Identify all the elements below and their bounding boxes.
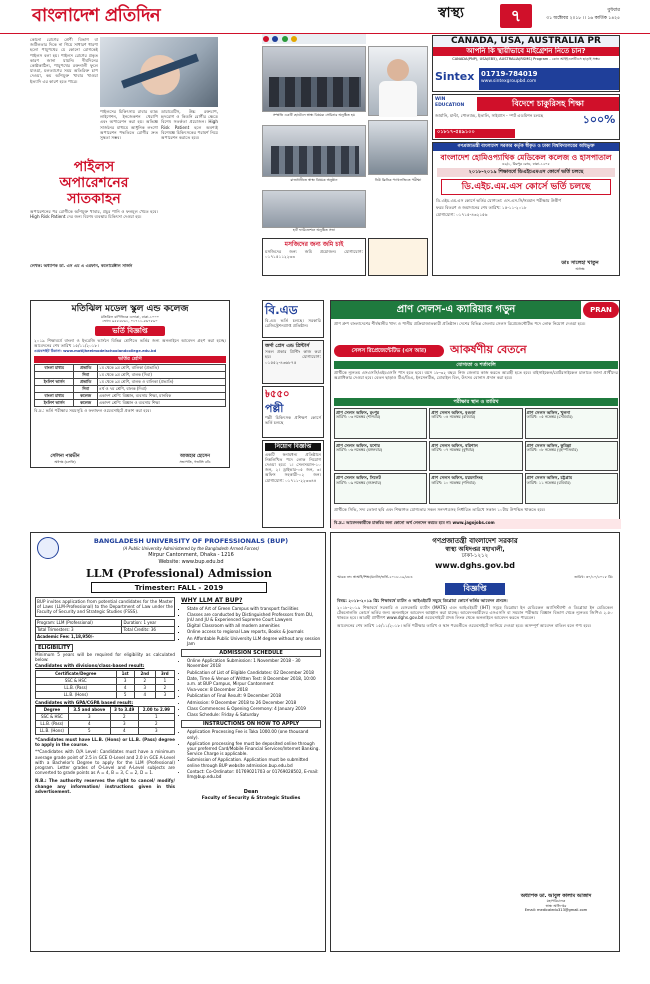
venue-card [525, 408, 618, 439]
motijheel-sign-left-title: অধ্যক্ষ (চলতি) [54, 459, 76, 464]
homeo-addr: ৪৬/১, মিরপুর রোড, ঢাকা-১২০৫ [502, 162, 550, 166]
homeo-sign-title: অধ্যক্ষ [575, 266, 585, 271]
bup-tri-row: Total Trimesters: 3 [36, 626, 122, 633]
table-cell: একাদশ শ্রেণি: বিজ্ঞান ও ব্যবসায় শিক্ষা [97, 399, 225, 406]
table-row [36, 677, 175, 684]
list-item: • Online Application Submission: 1 November 2018 - 30 November 2018 [187, 658, 321, 668]
dghs-subject: বিষয়: ২০১৮-২০১৯ খ্রি: শিক্ষাবর্ষে ম্যাটস ও আইএইচটি সমূহে ডিপ্লোমা কোর্সে ভর্তির আবেদন প্রসঙ্গে। [337, 597, 508, 603]
bup-note2: **Candidates with O/A Level: Candidates must have a minimum average grade point of 2.5 in GCE O-Level and 2.0 in GCE A-Level with a Bachelor's Degree to apply for the LLM (Professional) program. Letter grades of O-Level and A-Level subjects are converted to grade points as A = 4, B = 3, C = 2, D = 1. [35, 749, 175, 776]
news-photo-2 [262, 125, 366, 177]
venue-name: প্রাণ সেলস অফিস, রংপুর [336, 410, 380, 415]
table-cell: 3 [138, 727, 174, 734]
homeo-header: গণপ্রজাতন্ত্রী বাংলাদেশ সরকার কর্তৃক স্বীকৃত ও ঢাকা বিশ্ববিদ্যালয়ের অধিভুক্ত [433, 143, 619, 151]
table-cell: কলেজ [74, 399, 98, 406]
niyog-ad [262, 440, 324, 528]
bup-gpa-table [35, 706, 175, 735]
bed-ad-text: বি.এড ভর্তি চলছে। সরকারি রেজিস্ট্রেশনপ্রাপ্ত প্রতিষ্ঠান। [265, 318, 321, 329]
venue-card [429, 408, 522, 439]
pran-qual: প্রার্থীকে ন্যূনতম এসএসসি/এইচএসসি পাস হতে হবে। বয়স ১৮-৩২ বছর। নিজ জেলায় কাজ করতে আগ্রহী হতে হবে। বাইসাইকেল/মোটরসাইকেল চালাতে জানা প্রার্থীদের অগ্রাধিকার দেওয়া হবে। বেতন ছাড়াও টিএ/ডিএ, ইনসেনটিভ, মোবাইল বিল, উৎসব বোনাস প্রদান করা হবে। [334, 370, 618, 381]
table-cell: ১ম থেকে ৯ম শ্রেণি, বালক (দিবা) [97, 371, 225, 378]
venue-card [334, 408, 427, 439]
venue-date: তারিখ: ০৩ নভেম্বর (শনিবার) [336, 414, 381, 420]
list-item: • Admission: 9 December 2018 to 26 December 2018 [187, 700, 321, 705]
venue-card [429, 441, 522, 472]
homeo-session: ২০১৮-২০১৯ শিক্ষাবর্ষে ডিএইচএমএস কোর্সে ভর্তি চলছে [437, 168, 615, 176]
table-cell: ইংলিশ ভার্সন [35, 399, 74, 406]
venue-name: প্রাণ সেলস অফিস, যশোর [336, 442, 380, 448]
dghs-sign: অধ্যাপক ডা. আবুল কালাম আজাদ [520, 893, 592, 899]
list-item: • Submission of Application. Application must be submitted online through BUP website admission.bup.edu.bd [187, 757, 321, 767]
bup-how-head: INSTRUCTIONS ON HOW TO APPLY [181, 720, 321, 728]
palli-ad-title: পল্লী [265, 401, 284, 415]
table-cell: ১ম থেকে ৯ম শ্রেণি, বালক ও বালিকা (প্রভাতি) [97, 378, 225, 385]
table-cell: 3 [68, 713, 110, 720]
table-row [36, 684, 175, 691]
bup-how-list [181, 729, 321, 779]
piles-photo [100, 37, 218, 107]
venue-card [334, 441, 427, 472]
homeo-ad [432, 142, 620, 276]
motijheel-addr: মতিঝিল বাণিজ্যিক এলাকা, ঢাকা-১০০০ [100, 315, 160, 319]
bup-sched-head: ADMISSION SCHEDULE [181, 649, 321, 657]
venue-name: প্রাণ সেলস অফিস, সিলেট [336, 475, 381, 481]
table-cell: LL.B. (Pass) [36, 684, 117, 691]
venue-date: তারিখ: ০৫ নভেম্বর (সোমবার) [526, 414, 573, 420]
table-cell: বাংলা মাধ্যম [35, 392, 74, 399]
bup-sched-list [181, 658, 321, 717]
table-cell: 5 [116, 691, 134, 698]
bed-ad [262, 300, 324, 338]
sintex-top: CANADA, USA, AUSTRALIA PR [433, 36, 619, 47]
pran-venue-grid [334, 408, 618, 504]
table-cell: 1 [155, 677, 174, 684]
dghs-gov: গণপ্রজাতন্ত্রী বাংলাদেশ সরকার [432, 537, 518, 545]
bup-elig-head: ELIGIBILITY [35, 644, 73, 652]
motijheel-table-head: ভর্তির শ্রেণি [34, 356, 226, 363]
table-row [35, 385, 226, 392]
bup-div-table [35, 670, 175, 699]
bup-sign-title: Faculty of Security & Strategic Studies [201, 795, 301, 801]
venue-card [429, 473, 522, 504]
section-title: স্বাস্থ্য [438, 5, 464, 21]
table-header-cell: 2nd [134, 670, 155, 677]
table-cell: বাংলা মাধ্যম [35, 364, 74, 371]
piles-title2: অপারেশনের [59, 175, 129, 191]
bup-prog-row: Program: LLM (Professional) [36, 619, 122, 626]
pran-ad [330, 300, 620, 528]
news-caption-3: হার্ট ফাউন্ডেশনে অনুষ্ঠিত সভা [292, 228, 336, 232]
motijheel-phone: ফোন: ৯৫৫২৮৬১, ০১৭১১-৫৬৭৮৯০ [102, 319, 158, 324]
small-ad-2 [368, 238, 428, 276]
motijheel-notice: ভর্তি বিজ্ঞপ্তি [95, 326, 165, 336]
masthead [0, 0, 650, 34]
press-ad [262, 340, 324, 384]
page-number: ৭ [510, 6, 522, 25]
table-cell: LL.B. (Hons) [36, 691, 117, 698]
bup-addr: Mirpur Cantonment, Dhaka - 1216 [148, 552, 234, 558]
table-header-cell: 2.00 to 2.99 [138, 706, 174, 713]
sintex-phone: 01719-784019 [481, 70, 538, 78]
table-row [35, 378, 226, 385]
bup-div-head: Candidates with divisions/class-based result: [35, 664, 145, 670]
pran-salary: আকর্ষণীয় বেতনে [450, 343, 527, 356]
list-item: • Contact: Co-Ordinator: 01769021703 or 01769028502, E-mail: llm@bup.edu.bd [187, 769, 321, 779]
table-header-cell: Certificate/Degree [36, 670, 117, 677]
table-row [35, 364, 226, 371]
table-header-cell: 1st [116, 670, 134, 677]
venue-date: তারিখ: ০৭ নভেম্বর (বুধবার) [431, 446, 475, 452]
venue-name: প্রাণ সেলস অফিস, ময়মনসিংহ [431, 475, 483, 481]
news-photo-4 [368, 46, 428, 116]
table-row [35, 399, 226, 406]
pran-footer2: বি.দ্র.: আবেদনকারীকে চাকরির জন্য কোনো অর্থ লেনদেন করতে হবে না। www.jagojobs.com [331, 519, 621, 529]
piles-col3: ডায়াবেটিস, উচ্চ রক্তচাপ, হৃদরোগ ও কিডনি রোগীর ক্ষেত্রে বিশেষ সতর্কতা প্রয়োজন। High Risk Patient হলে অবশ্যই বিশেষজ্ঞ চিকিৎসকের পরামর্শ নিয়ে অপারেশন করাতে হবে। [161, 109, 218, 141]
dghs-sign-title: মহাপরিচালক [546, 899, 566, 904]
bup-fee-row: Academic Fee: 1,18,950/- [36, 633, 175, 640]
venue-date: তারিখ: ০৪ নভেম্বর (রবিবার) [431, 414, 476, 420]
piles-col4: অপারেশনের পর রোগীকে আঁশযুক্ত খাবার, প্রচুর পানি ও ফলমূল খেতে হবে। High Risk Patient দের জন্য বিশেষ ব্যবস্থায় চিকিৎসা দেওয়া হয়। [30, 209, 158, 220]
pran-logo: PRAN [583, 302, 619, 318]
masthead-logo: বাংলাদেশ প্রতিদিন [32, 5, 161, 26]
table-cell: 2 [138, 720, 174, 727]
table-cell: 2 [110, 713, 138, 720]
table-cell: একাদশ শ্রেণি: বিজ্ঞান, ব্যবসায় শিক্ষা, মানবিক [97, 392, 225, 399]
venue-card [525, 441, 618, 472]
piles-headline [30, 159, 158, 207]
list-item: ▪ State of Art of Green Campus with transport facilities [187, 606, 321, 611]
motijheel-web: ওয়েবসাইট ঠিকানা: www.motijheelmodelschoolandcollege.edu.bd [34, 349, 157, 354]
sintex-ad [432, 35, 620, 92]
palli-ad-price: ৳৫৫০ [265, 389, 290, 400]
bup-dur-row: Duration: 1 year [122, 619, 175, 626]
pran-qual-head: যোগ্যতা ও শর্তাবলি [334, 361, 618, 369]
homeo-b1: ডি.এইচ.এম.এস কোর্সে ভর্তির যোগ্যতা: এস.এস.সি/সমমান পরীক্ষায় উত্তীর্ণ [436, 197, 561, 203]
dghs-body2: আবেদনের শেষ তারিখ ১৫/১১/২০১৮। ভর্তি পরীক্ষার তারিখ ও স্থান পরবর্তীতে ওয়েবসাইটে জানিয়ে দেওয়া হবে। অসম্পূর্ণ আবেদন বাতিল বলে গণ্য হবে। [337, 623, 592, 629]
press-ad-title: জর্দা প্রেস এন্ড প্রিন্টার্স [265, 343, 310, 349]
motijheel-intro: ২০১৯ শিক্ষাবর্ষে বাংলা ও ইংরেজি ভার্সনে বিভিন্ন শ্রেণিতে ভর্তির জন্য অনলাইনে আবেদন গ্রহণ করা হচ্ছে। আবেদনের শেষ তারিখ ১৫/১১/২০১৮। [34, 337, 226, 349]
table-cell: 3 [116, 677, 134, 684]
pran-sales-pill: সেলস রিপ্রেজেন্টেটিভ (এস আর) [334, 345, 444, 357]
bup-info-table [35, 619, 175, 641]
bidesh-banner: বিদেশে চাকুরিসহ শিক্ষা [477, 97, 619, 111]
dghs-web: www.dghs.gov.bd [435, 561, 515, 571]
sintex-web: www.sintexgroupbd.com [481, 78, 537, 84]
table-cell: 2 [134, 677, 155, 684]
dghs-dept: স্বাস্থ্য অধিদপ্তর মহাখালী, [445, 545, 505, 553]
piles-title3: সাতকাহন [67, 191, 121, 207]
dghs-memo-date: তারিখ: ৩০/১০/২০১৮ খ্রি: [574, 575, 613, 580]
venue-name: প্রাণ সেলস অফিস, বগুড়া [431, 410, 476, 415]
press-ad-text: সকল প্রকার প্রিন্টিং কাজ করা হয়। যোগাযোগ: ০১৫৫২-৪৩৬৮৭৫ [265, 349, 321, 365]
pran-banner: প্রাণ সেলস-এ ক্যারিয়ার গড়ুন [331, 301, 581, 319]
motijheel-table [34, 364, 226, 407]
venue-card [525, 473, 618, 504]
dghs-body: ২০১৮-২০১৯ শিক্ষাবর্ষে সরকারি ও বেসরকারি ম্যাটস (MATS) এবং আইএইচটি (IHT) সমূহে ডিপ্লোমা ইন মেডিকেল অ্যাসিস্ট্যান্ট ও ডিপ্লোমা ইন মেডিকেল টেকনোলজি কোর্সে ভর্তির জন্য অনলাইনে আবেদন আহ্বান করা যাচ্ছে। আবেদনকারীদের এসএসসি বা সমমান পরীক্ষায় বিজ্ঞান বিভাগ থেকে ন্যূনতম জিপিএ ২.৫০ থাকতে হবে। আগ্রহী প্রার্থীগণ www.dghs.gov.bd ওয়েবসাইটে প্রদত্ত লিংক থেকে অনলাইনে আবেদন করতে পারবেন। [337, 604, 613, 621]
table-cell: কলেজ [74, 392, 98, 399]
list-item: • Application processing fee must be deposited online through your preferred Card/Mobile Financial Services/Internet Banking. Service Charge is applicable. [187, 741, 321, 757]
venue-name: প্রাণ সেলস অফিস, কুমিল্লা [526, 442, 572, 448]
dghs-memo: স্মারক নং: স্বাঅধি/শিক্ষা/ম্যাটস/ভর্তি-২০১৮-১৯/৫৮৪ [337, 575, 413, 580]
news-caption-4: নিউ ক্লিনিক প্যাথলজিতে পরীক্ষা [374, 178, 422, 182]
bup-program: LLM (Professional) Admission [86, 567, 272, 580]
table-cell: 5 [68, 727, 110, 734]
news-photo-1 [262, 46, 366, 112]
table-cell: ৪র্থ ও ৭ম শ্রেণি, বালক (দিবা) [97, 385, 225, 392]
bed-ad-title: বি.এড [265, 303, 298, 317]
sintex-brand: Sintex [435, 70, 475, 83]
table-cell: প্রভাতি [74, 378, 98, 385]
mosque-ad-text: মসজিদের জন্য জমি প্রয়োজন। যোগাযোগ: ০১৭১৫১১২২৩৩ [265, 248, 363, 259]
issue-day: বুধবার [607, 7, 620, 13]
table-row [36, 713, 175, 720]
bup-intro: BUP invites application from potential candidates for the Master of Laws (LLM-Professional) to the Department of Law under the Faculty of Security and Strategic Studies (FSSS). [35, 597, 175, 617]
venue-date: তারিখ: ০৮ নভেম্বর (বৃহস্পতিবার) [526, 446, 578, 452]
list-item: • Publication of Final Result: 9 December 2018 [187, 693, 321, 698]
sintex-sub: আপনি কি স্থায়ীভাবে মাইগ্রেশন নিতে চান? [433, 47, 619, 56]
motijheel-ad [30, 300, 230, 468]
news-photo-5 [368, 120, 428, 175]
list-item: • Date, Time & Venue of Written Test: 8 December 2018, 10:00 a.m. at BUP Campus, Mirpur Cantonment [187, 676, 321, 686]
news-caption-2: রাজধানীতে স্বাস্থ্য বিষয়ক অনুষ্ঠান [290, 178, 338, 182]
list-item: ▪ An Affordable Public University LLM degree without any session Jam [187, 636, 321, 646]
table-cell: 4 [68, 720, 110, 727]
sintex-line: CANADA(PNP), USA(EB5), AUSTRALIA(RSMS) Program - কোন আইইএলটিএস ছাড়াই সম্ভব [452, 57, 600, 61]
win-education-logo: WIN EDUCATION [435, 97, 465, 108]
table-cell: 3 [110, 720, 138, 727]
bup-ad [30, 532, 326, 952]
venue-date: তারিখ: ০৯ নভেম্বর (শুক্রবার) [336, 479, 382, 485]
table-cell: SSC & HSC [36, 713, 69, 720]
table-cell: 4 [110, 727, 138, 734]
piles-article [30, 37, 220, 275]
dghs-email: Email: medicaledu313@gmail.com [524, 908, 588, 913]
motijheel-note: বি.দ্র.: ভর্তি পরীক্ষার সময়সূচি ও ফলাফল ওয়েবসাইটে প্রকাশ করা হবে। [34, 407, 152, 413]
piles-col2: পাইলসের চিকিৎসায় রাবার ব্যান্ড লাইগেশন, ইনজেকশন থেরাপি এবং অপারেশন করা হয়। অভিজ্ঞ সার্জনের মাধ্যমে আধুনিক লংগো অপারেশন পদ্ধতিতে রোগীর দ্রুত সুস্থতা সম্ভব। [100, 109, 158, 141]
motijheel-title: মতিঝিল মডেল স্কুল এন্ড কলেজ [71, 304, 189, 314]
table-cell: 4 [116, 684, 134, 691]
piles-col1: কোনো রোগের শ্রেণী বিভাগ বা জটিলতার দিকে না গিয়ে সাধারণ ধারণা হলো পায়ুপথের যে কোনো রোগকেই পাইলস বলা হয়। পাইলস রোগের প্রকৃত কারণ জানা যায়নি। দীর্ঘদিনের কোষ্ঠকাঠিন্য, পায়ুপথের রক্তনালী ফুলে যাওয়া, মলত্যাগের সময় অতিরিক্ত চাপ দেওয়া, কম আঁশযুক্ত খাবার খাওয়া ইত্যাদি এর কারণ হতে পারে। [30, 37, 98, 84]
homeo-title: বাংলাদেশ হোমিওপ্যাথিক মেডিকেল কলেজ ও হাসপাতাল [440, 152, 612, 162]
table-cell [35, 385, 74, 392]
piles-title1: পাইলস [73, 159, 115, 175]
bup-trimester: Trimester: FALL - 2019 [91, 582, 267, 593]
table-header-cell: 3 to 3.49 [110, 706, 138, 713]
niyog-ad-title: নিয়োগ বিজ্ঞপ্তি [265, 443, 321, 451]
venue-name: প্রাণ সেলস অফিস, বরিশাল [431, 442, 478, 448]
table-row [36, 720, 175, 727]
bup-sign: Dean [243, 789, 259, 796]
table-cell: LL.B. (Pass) [36, 720, 69, 727]
piles-author: লেখক: অধ্যাপক ডা. এস এম এ এরফান, কলোরেক্টাল সার্জন [30, 263, 133, 268]
table-cell: 1 [138, 713, 174, 720]
table-header-cell: 3rd [155, 670, 174, 677]
venue-name: প্রাণ সেলস অফিস, খুলনা [526, 410, 571, 415]
news-photo-3 [262, 190, 366, 228]
motijheel-sign-left: সেলিনা পারভীন [50, 453, 80, 459]
table-row [36, 691, 175, 698]
table-cell [35, 371, 74, 378]
dghs-notice-title: বিজ্ঞপ্তি [445, 583, 505, 595]
homeo-course: ডি.এইচ.এম.এস কোর্সে ভর্তি চলছে [441, 179, 611, 195]
list-item: ▪ Digital Classroom with all modern amenities [187, 623, 321, 628]
issue-date: ৩১ অক্টোবর ২০১৮ ।। ১৬ কার্তিক ১৪২৫ [546, 16, 620, 21]
palli-ad-text: পল্লী চিকিৎসক প্রশিক্ষণ কোর্সে ভর্তি চলছে [265, 415, 321, 426]
palli-ad [262, 386, 324, 438]
table-cell: SSC & HSC [36, 677, 117, 684]
bup-gpa-head: Candidates with GPA/CGPA based result: [35, 700, 134, 706]
pran-pill-row [334, 343, 618, 359]
bup-logo [37, 537, 59, 559]
table-row [35, 371, 226, 378]
venue-date: তারিখ: ১০ নভেম্বর (শনিবার) [431, 479, 476, 485]
table-header-cell: 3.5 and above [68, 706, 110, 713]
news-photo-strip [262, 34, 366, 44]
table-header-cell: Degree [36, 706, 69, 713]
table-row [35, 392, 226, 399]
venue-date: তারিখ: ১১ নভেম্বর (রবিবার) [526, 479, 571, 485]
dghs-city: ঢাকা-১২১২ [461, 553, 489, 560]
news-caption-1: সম্প্রতি একটি হোটেলে স্বাস্থ্য বিষয়ক সেমিনার অনুষ্ঠিত হয় [273, 113, 355, 117]
bidesh-percent: ১০০% [582, 113, 616, 126]
list-item: • Class Commences & Opening Ceremony: 4 January 2019 [187, 706, 321, 711]
bup-nb: N.B.: The authority reserves the right to cancel/ modify/ change any information/ instructions given in this advertisement. [35, 778, 175, 794]
bup-tag: (A Public University Administered by the Bangladesh Armed Forces) [122, 546, 260, 551]
homeo-sign: ডাঃ সালেহা খাতুন [561, 260, 599, 267]
dghs-sign-dept: স্বাস্থ্য অধিদপ্তর [545, 903, 567, 908]
mosque-ad-title: মসজিদের জন্য জমি চাই [284, 241, 344, 248]
list-item: ▪ Classes are conducted by Distinguished Professors from DU, JnU and JU & Experienced Supreme Court Lawyers [187, 612, 321, 622]
pran-interview-head: পরীক্ষার স্থান ও তারিখ [334, 398, 618, 406]
table-cell: প্রভাতি [74, 364, 98, 371]
table-cell: দিবা [74, 385, 98, 392]
bup-web: Website: www.bup.edu.bd [158, 559, 224, 565]
mosque-land-ad [262, 238, 366, 276]
bup-left-col [35, 597, 175, 947]
bup-elig-text: Minimum 5 years will be required for eligibility as calculated below: [35, 651, 175, 663]
table-row [36, 727, 175, 734]
list-item: • Viva-voce: 8 December 2018 [187, 687, 321, 692]
bidesh-text: জার্মানি, মাল্টা, পোল্যান্ড, ইতালি, সাইপ্রাস - স্পট এডমিশন চলছে [435, 113, 544, 118]
table-cell: LL.B. (Hons) [36, 727, 69, 734]
motijheel-sign-right: আজহার হোসেন [180, 453, 210, 459]
bup-why-list [181, 606, 321, 646]
motijheel-sign-right-title: সভাপতি, গভর্নিং বডি [179, 459, 211, 464]
table-cell: 2 [155, 684, 174, 691]
homeo-b2: ফরম বিতরণ ও জমাদানের শেষ তারিখ: ১৫-১১-২০১৮ [436, 204, 527, 210]
bup-name: BANGLADESH UNIVERSITY OF PROFESSIONALS (BUP) [93, 537, 289, 545]
list-item: • Class Schedule: Friday & Saturday [187, 712, 321, 717]
bup-right-col [181, 597, 321, 947]
pran-intro: প্রাণ গ্রুপ বাংলাদেশের শীর্ষস্থানীয় খাদ্য ও পানীয় প্রক্রিয়াজাতকারী প্রতিষ্ঠান। দেশের বিভিন্ন জেলায় সেলস রিপ্রেজেন্টেটিভ পদে লোক নিয়োগ দেওয়া হবে। [334, 321, 586, 326]
niyog-ad-text: একটি স্বনামধন্য প্রতিষ্ঠানে নিম্নলিখিত পদে লোক নিয়োগ দেওয়া হবে: ১। সেলসম্যান-১০ জন, ২। ড্রাইভার-০৫ জন, ৩। অফিস সহকারী-০২ জন। যোগাযোগ: ০১৭১১-২২৩৩৪৪ [265, 451, 321, 483]
table-cell: দিবা [74, 371, 98, 378]
dghs-notice [330, 532, 620, 952]
list-item: • Publication of List of Eligible Candidates: 02 December 2018 [187, 670, 321, 675]
homeo-b3: যোগাযোগ: ০১৭১৫-৪৩২১৫৬ [436, 212, 488, 218]
pran-footer: প্রার্থীকে সিভি, সদ্য তোলা ছবি এবং শিক্ষাগত যোগ্যতার সকল সনদপত্রসহ নির্ধারিত তারিখে সকাল ১০টায় উপস্থিত থাকতে হবে। [334, 507, 546, 512]
venue-card [334, 473, 427, 504]
table-cell: 3 [155, 691, 174, 698]
list-item: • Application Processing Fee is Taka 1000.00 (one thousand only). [187, 729, 321, 739]
venue-name: প্রাণ সেলস অফিস, চট্টগ্রাম [526, 475, 573, 481]
bidesh-phone: ০১৮১৭-৫৪৯১০০ [435, 129, 515, 138]
bidesh-ad [432, 94, 620, 140]
bup-why-head: WHY LLM AT BUP? [181, 597, 243, 604]
bup-cred-row: Total Credits: 36 [122, 626, 175, 633]
table-cell: 4 [134, 691, 155, 698]
bup-note1: *Candidates must have LL.B. (Hons) or LL.B. (Pass) degree to apply in the course. [35, 736, 175, 748]
table-cell: ১ম থেকে ৯ম শ্রেণি, বালিকা (প্রভাতি) [97, 364, 225, 371]
table-cell: ইংলিশ ভার্সন [35, 378, 74, 385]
list-item: ▪ Online access to regional Law reports, Books & Journals [187, 629, 321, 634]
table-cell: 3 [134, 684, 155, 691]
venue-date: তারিখ: ০৬ নভেম্বর (মঙ্গলবার) [336, 446, 383, 452]
